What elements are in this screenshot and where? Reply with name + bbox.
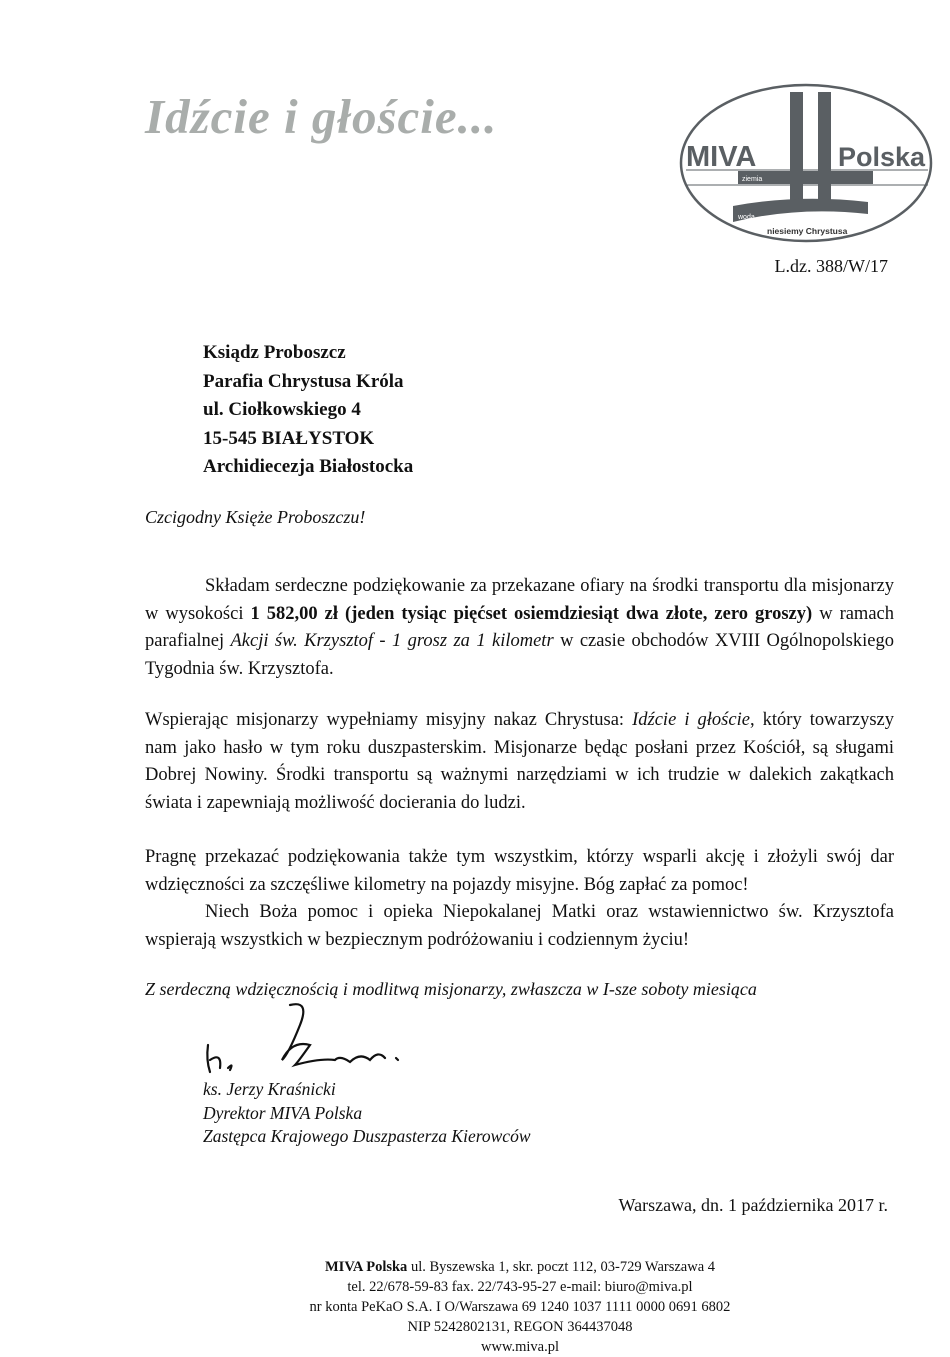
text: Pragnę przekazać podziękowania także tym wszystkim, którzy wsparli akcję i złożyli swój dar wdzięczności za szczęśliwe kilometry na pojazdy misyjne. Bóg zapłać za pomoc! <box>145 847 894 895</box>
signer-title: Zastępca Krajowego Duszpasterza Kierowców <box>203 1126 531 1146</box>
footer-address <box>0 1257 950 1277</box>
reference-number: L.dz. 388/W/17 <box>774 256 888 276</box>
svg-text:niesiemy Chrystusa: niesiemy Chrystusa <box>767 226 848 236</box>
address-line: Parafia Chrystusa Króla <box>203 370 404 392</box>
paragraph-thanks <box>145 573 894 683</box>
text: , który towarzyszy nam jako hasło w tym roku duszpasterskim. Misjonarze będąc posłani przez Kościół, są sługami Dobrej Nowiny. Środki transportu są ważnymi narzędziami w ich trudzie w dalekich zakątkach świata i zapewniają możliwość docierania do ludzi. <box>145 710 894 813</box>
footer-ids: NIP 5242802131, REGON 364437048 <box>407 1319 633 1335</box>
address-line: 15-545 BIAŁYSTOK <box>203 427 375 449</box>
recipient-address <box>203 339 413 482</box>
signer-title: Dyrektor MIVA Polska <box>203 1102 363 1123</box>
svg-text:woda: woda <box>738 214 755 221</box>
text: w czasie obchodów XVIII Ogólnopolskiego Tygodnia św. Krzysztofa. <box>145 631 894 679</box>
footer-org: MIVA Polska <box>324 1259 408 1275</box>
handwritten-signature <box>200 1000 420 1085</box>
text: Niech Boża pomoc i opieka Niepokalanej Matki oraz wstawiennictwo św. Krzysztofa wspierają wszystkich w bezpiecznym podróżowaniu i codziennym życiu! <box>145 902 894 950</box>
salutation: Czcigodny Księże Proboszczu! <box>145 507 366 527</box>
footer-bank: nr konta PeKaO S.A. I O/Warszawa 69 1240 1037 1111 0000 0691 6802 <box>309 1299 731 1315</box>
footer-contact: tel. 22/678-59-83 fax. 22/743-95-27 e-mail: biuro@miva.pl <box>347 1279 693 1295</box>
text: Wspierając misjonarzy wypełniamy misyjny nakaz Chrystusa: <box>145 710 633 730</box>
motto-quote: Idźcie i głoście <box>632 710 750 730</box>
text: w ramach parafialnej <box>145 603 894 651</box>
miva-polska-logo <box>678 82 934 244</box>
address-line: Archidiecezja Białostocka <box>203 456 414 477</box>
svg-text:Polska: Polska <box>838 142 926 172</box>
letter-date: Warszawa, dn. 1 października 2017 r. <box>618 1195 888 1215</box>
donation-amount: 1 582,00 zł (jeden tysiąc pięćset osiemdziesiąt dwa złote, zero groszy) <box>250 603 813 624</box>
paragraph-blessing <box>145 899 894 954</box>
address-line: ul. Ciołkowskiego 4 <box>203 399 361 420</box>
footer-website: www.miva.pl <box>481 1339 559 1355</box>
svg-text:ziemia: ziemia <box>742 176 763 183</box>
paragraph-mission <box>145 707 894 817</box>
letterhead-motto: Idźcie i głoście... <box>145 89 498 144</box>
closing-line: Z serdeczną wdzięcznością i modlitwą misjonarzy, zwłaszcza w I-sze soboty miesiąca <box>145 979 757 999</box>
text: ul. Byszewska 1, skr. poczt 112, 03-729 Warszawa 4 <box>407 1259 716 1275</box>
action-name: Akcji św. Krzysztof - 1 grosz za 1 kilometr <box>230 631 554 651</box>
paragraph-gratitude <box>145 844 894 899</box>
svg-text:MIVA: MIVA <box>686 141 757 173</box>
signer-name: ks. Jerzy Kraśnicki <box>203 1079 336 1099</box>
address-line: Ksiądz Proboszcz <box>203 342 346 363</box>
signer-block <box>203 1078 531 1149</box>
text: Składam serdeczne podziękowanie za przekazane ofiary na środki transportu dla misjonarzy w wysokości <box>145 576 894 624</box>
letter-footer <box>0 1257 950 1357</box>
